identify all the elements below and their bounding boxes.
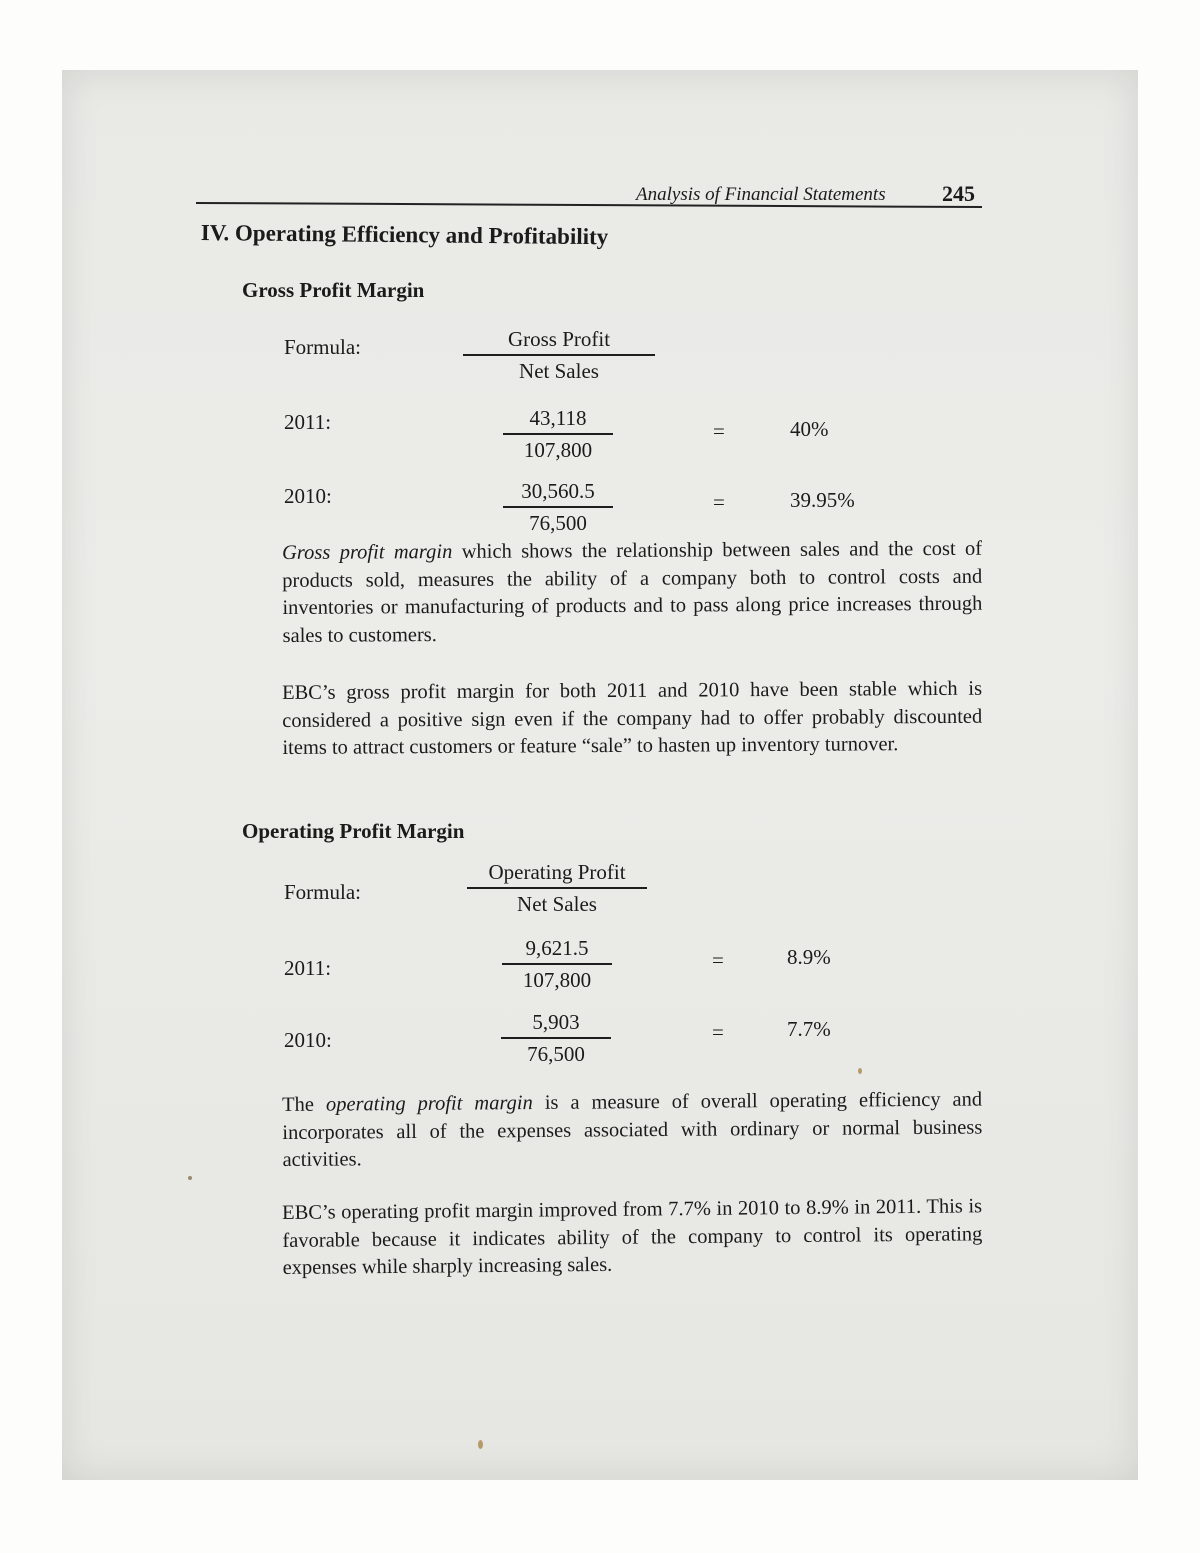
gpm-year-2010: 2010: bbox=[284, 484, 332, 508]
gpm-formula-denominator: Net Sales bbox=[519, 359, 599, 383]
gpm-equals-2010: = bbox=[713, 490, 725, 514]
gpm-numerator-2011: 43,118 bbox=[529, 406, 587, 430]
opm-definition-lead: The bbox=[282, 1093, 327, 1116]
running-title: Analysis of Financial Statements bbox=[636, 184, 886, 205]
gpm-formula-fraction bbox=[459, 324, 659, 386]
opm-fraction-2011 bbox=[457, 933, 657, 995]
operating-profit-margin-heading: Operating Profit Margin bbox=[242, 819, 465, 843]
gpm-definition-text: which shows the relationship between sales and the cost of products sold, measures the ability of a company both to control costs and inventories or manufacturing of products and to pass along price increases through sales to customers. bbox=[282, 537, 983, 647]
paper-speck bbox=[478, 1440, 483, 1449]
gpm-fraction-2011 bbox=[458, 403, 658, 465]
opm-fraction-2010 bbox=[456, 1007, 656, 1069]
gpm-equals-2011: = bbox=[713, 419, 725, 443]
gpm-term: Gross profit margin bbox=[282, 540, 453, 564]
opm-result-2011: 8.9% bbox=[787, 945, 831, 969]
opm-numerator-2011: 9,621.5 bbox=[525, 936, 589, 960]
section-title: IV. Operating Efficiency and Profitability bbox=[200, 220, 609, 250]
opm-formula-denominator: Net Sales bbox=[517, 892, 597, 916]
opm-formula-fraction bbox=[457, 857, 657, 919]
opm-equals-2010: = bbox=[712, 1020, 724, 1044]
opm-term: operating profit margin bbox=[325, 1092, 533, 1116]
gpm-denominator-2011: 107,800 bbox=[523, 438, 593, 462]
opm-year-2010: 2010: bbox=[284, 1028, 332, 1052]
opm-result-2010: 7.7% bbox=[787, 1017, 831, 1041]
gross-profit-margin-heading: Gross Profit Margin bbox=[242, 278, 425, 302]
opm-formula-numerator: Operating Profit bbox=[488, 860, 626, 884]
opm-definition-text: is a measure of overall operating efficiency and incorporates all of the expenses associated with ordinary or normal business activities. bbox=[282, 1088, 983, 1171]
gpm-denominator-2010: 76,500 bbox=[529, 511, 587, 535]
opm-formula-label: Formula: bbox=[284, 880, 361, 904]
gpm-formula-numerator: Gross Profit bbox=[507, 327, 611, 351]
opm-equals-2011: = bbox=[712, 948, 724, 972]
opm-denominator-2010: 76,500 bbox=[527, 1042, 585, 1066]
gpm-year-2011: 2011: bbox=[284, 410, 332, 434]
gpm-result-2011: 40% bbox=[790, 417, 829, 441]
page-number: 245 bbox=[942, 181, 975, 206]
opm-numerator-2010: 5,903 bbox=[532, 1010, 580, 1034]
gpm-numerator-2010: 30,560.5 bbox=[521, 479, 595, 503]
gpm-formula-label: Formula: bbox=[284, 335, 361, 359]
gpm-analysis-paragraph: EBC’s gross profit margin for both 2011 and 2010 have been stable which is considered a positive sign even if the company had to offer probably discounted items to attract customers or feature “sale” to hasten up inventory turnover. bbox=[282, 677, 983, 759]
paper-speck bbox=[858, 1068, 862, 1074]
gpm-definition-paragraph bbox=[282, 536, 983, 650]
gpm-result-2010: 39.95% bbox=[790, 488, 855, 512]
paper-speck bbox=[188, 1176, 192, 1180]
opm-denominator-2011: 107,800 bbox=[522, 968, 592, 992]
opm-definition-paragraph bbox=[282, 1087, 983, 1175]
gpm-fraction-2010 bbox=[458, 476, 658, 538]
opm-analysis-paragraph: EBC’s operating profit margin improved from 7.7% in 2010 to 8.9% in 2011. This is favorable because it indicates ability of the company to control its operating expenses while sharply increasing sales. bbox=[282, 1195, 983, 1279]
opm-year-2011: 2011: bbox=[284, 956, 332, 980]
